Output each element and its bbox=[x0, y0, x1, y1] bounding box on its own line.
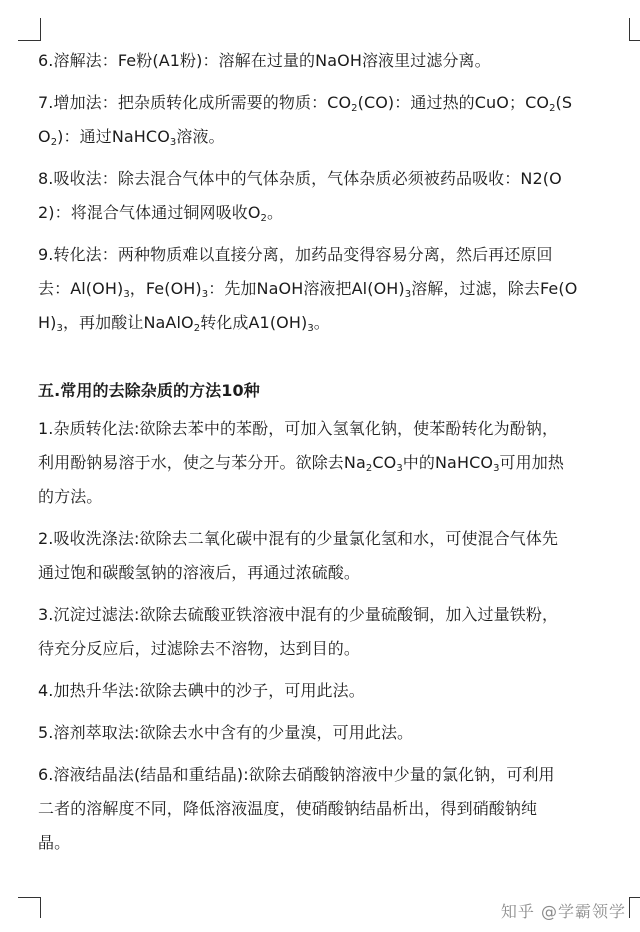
zhihu-watermark: 知乎 @学霸领学 bbox=[500, 902, 626, 921]
impurity-method-3: 3.沉淀过滤法:欲除去硫酸亚铁溶液中混有的少量硫酸铜，加入过量铁粉， 待充分反应后，过滤除去不溶物，达到目的。 bbox=[38, 605, 559, 658]
method-8-absorption: 8.吸收法：除去混合气体中的气体杂质，气体杂质必须被药品吸收：N2(O 2)：将混合气体通过铜网吸收$O_2$。 bbox=[38, 169, 562, 224]
impurity-method-1: 1.杂质转化法:欲除去苯中的苯酚，可加入氢氧化钠，使苯酚转化为酚钠， 利用酚钠易溶于水，使之与苯分开。欲除去$Na_2CO_3$中的NaHCO$_3$可用加热 的方法。 bbox=[38, 419, 564, 506]
crop-mark-top-left bbox=[18, 18, 41, 41]
crop-mark-bottom-left bbox=[18, 897, 41, 918]
impurity-method-4: 4.加热升华法:欲除去碘中的沙子，可用此法。 bbox=[38, 681, 365, 700]
method-9-conversion: 9.转化法：两种物质难以直接分离，加药品变得容易分离，然后再还原回 去：$Al(OH)_3$，$Fe(OH)_3$：先加NaOH溶液把$Al(OH)_3$溶解，过滤，除去Fe(O $H)_3$，再加酸让NaAlO$_2$转化成$A1(OH)_3$。 bbox=[38, 245, 578, 334]
impurity-method-6: 6.溶液结晶法(结晶和重结晶):欲除去硝酸钠溶液中少量的氯化钠，可利用 二者的溶解度不同，降低溶液温度，使硝酸钠结晶析出，得到硝酸钠纯 晶。 bbox=[38, 765, 555, 852]
method-text: Fe粉(A1粉)：溶解在过量的NaOH溶液里过滤分离。 bbox=[117, 51, 491, 70]
document-content bbox=[38, 44, 634, 860]
method-7-addition: 7.增加法：把杂质转化成所需要的物质：$CO_2(CO)$：通过热的CuO；$CO_2(S$ $O_2$)：通过NaHCO$_3$溶液。 bbox=[38, 93, 573, 148]
method-label: 6.溶解法： bbox=[38, 51, 118, 70]
impurity-method-5: 5.溶剂萃取法:欲除去水中含有的少量溴，可用此法。 bbox=[38, 723, 414, 742]
section-title: 五.常用的去除杂质的方法10种 bbox=[38, 381, 260, 400]
impurity-method-2: 2.吸收洗涤法:欲除去二氧化碳中混有的少量氯化氢和水，可使混合气体先 通过饱和碳酸氢钠的溶液后，再通过浓硫酸。 bbox=[38, 529, 559, 582]
crop-mark-top-right bbox=[629, 18, 640, 41]
crop-mark-bottom-right bbox=[629, 897, 640, 918]
method-6-dissolution bbox=[38, 44, 634, 78]
